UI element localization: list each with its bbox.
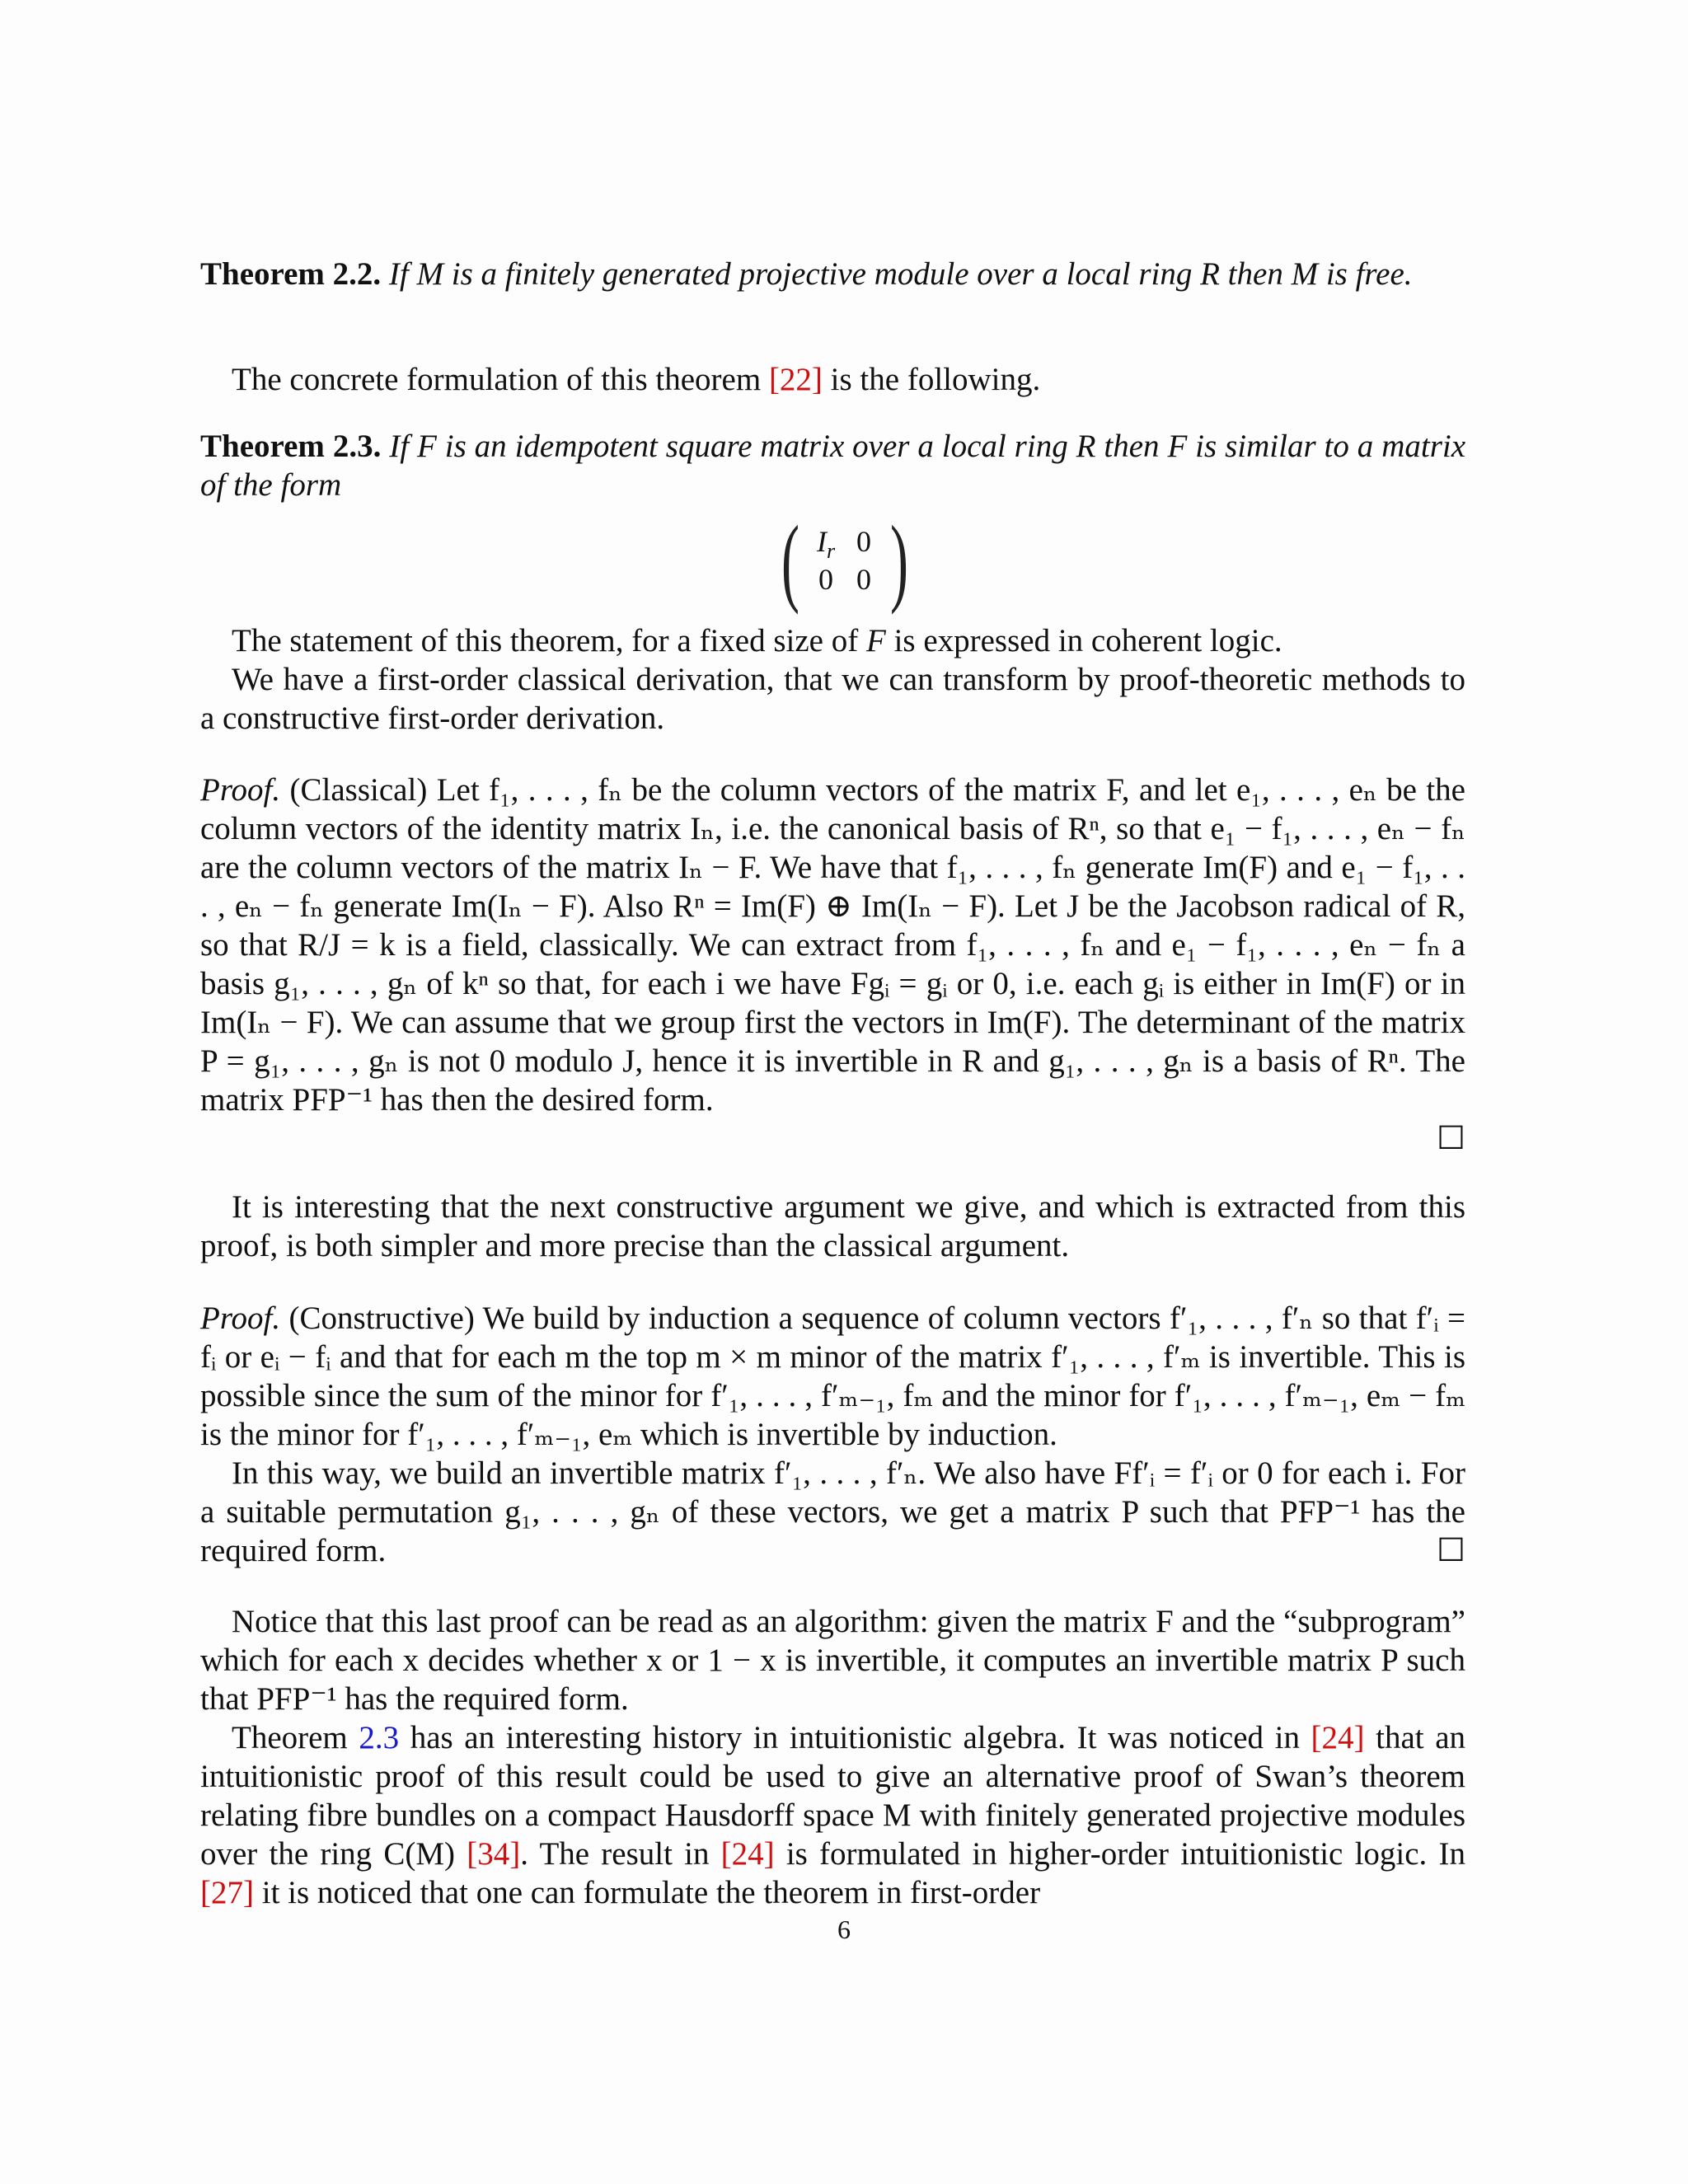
matrix-cell-identity: $I_r$ [816, 525, 836, 564]
theorem-2-3 [200, 427, 1465, 504]
block-matrix [762, 505, 927, 615]
left-paren: ( [781, 505, 800, 615]
proof-body: (Constructive) We build by induction a sequence of column vectors f′₁, . . . , f′ₙ so that f′ᵢ = fᵢ or eᵢ − fᵢ and that for each m the top m × m minor of the matrix f′₁, . . . , f′ₘ is invertible. This is possible since the sum of the minor for f′₁, . . . , f′ₘ₋₁, fₘ and the minor for f′₁, . . . , f′ₘ₋₁, eₘ − fₘ is the minor for f′₁, . . . , f′ₘ₋₁, eₘ which is invertible by induction. [200, 1301, 1465, 1452]
matrix-cell: 0 [818, 563, 833, 596]
proof-constructive [200, 1299, 1465, 1454]
citation-link[interactable]: [24] [720, 1836, 775, 1872]
theorem-label: Theorem 2.2. [200, 256, 382, 292]
statement-paragraph: We have a first-order classical derivation, that we can transform by proof-theoretic methods to a constructive first-order derivation. [200, 662, 1465, 736]
proof-body: (Classical) Let f₁, . . . , fₙ be the column vectors of the matrix F, and let e₁, . . . , eₙ be the column vectors of the identity matrix Iₙ, i.e. the canonical basis of Rⁿ, so that e₁ − f₁, . . . , eₙ − fₙ are the column vectors of the matrix Iₙ − F. We have that f₁, . . . , fₙ generate Im(F) and e₁ − f₁, . . . , eₙ − fₙ generate Im(Iₙ − F). Also Rⁿ = Im(F) ⊕ Im(Iₙ − F). Let J be the Jacobson radical of R, so that R/J = k is a field, classically. We can extract from f₁, . . . , fₙ and e₁ − f₁, . . . , eₙ − fₙ a basis g₁, . . . , gₙ of kⁿ so that, for each i we have Fgᵢ = gᵢ or 0, i.e. each gᵢ is either in Im(F) or in Im(Iₙ − F). We can assume that we group first the vectors in Im(F). The determinant of the matrix P = g₁, . . . , gₙ is not 0 modulo J, hence it is invertible in R and g₁, . . . , gₙ is a basis of Rⁿ. The matrix PFP⁻¹ has then the desired form. [200, 772, 1465, 1118]
interlude-paragraph: It is interesting that the next constructive argument we give, and which is extracted from this proof, is both simpler and more precise than the classical argument. [200, 1189, 1465, 1263]
citation-link[interactable]: [24] [1311, 1720, 1365, 1755]
qed-symbol: ☐ [1437, 1121, 1465, 1156]
theorem-body: If M is a finitely generated projective module over a local ring R then M is free. [388, 256, 1413, 292]
qed-symbol: ☐ [1437, 1533, 1465, 1568]
proof-classical [200, 771, 1465, 1158]
proof-constructive-cont: In this way, we build an invertible matrix f′₁, . . . , f′ₙ. We also have Ff′ᵢ = f′ᵢ or 0 for each i. For a suitable permutation g₁, . . . , gₙ of these vectors, we get a matrix P such that PFP⁻¹ has the required form. ☐ [200, 1455, 1465, 1568]
statement-line: The statement of this theorem, for a fixed size of F is expressed in coherent logic. [232, 623, 1282, 658]
citation-link[interactable]: [22] [768, 362, 823, 397]
notice-paragraph: Notice that this last proof can be read as an algorithm: given the matrix F and the “subprogram” which for each x decides whether x or 1 − x is invertible, it computes an invertible matrix P such that PFP⁻¹ has the required form. [200, 1604, 1465, 1717]
proof-label: Proof. [200, 772, 281, 808]
intro-paragraph: The concrete formulation of this theorem [22] is the following. [232, 362, 1041, 397]
matrix-cell: 0 [856, 563, 871, 596]
proof-label: Proof. [200, 1301, 281, 1336]
page-number: 6 [837, 1915, 851, 1944]
theorem-label: Theorem 2.3. [200, 429, 382, 464]
citation-link[interactable]: [27] [200, 1875, 254, 1910]
theorem-body: If F is an idempotent square matrix over a local ring R then F is similar to a matrix of the form [200, 429, 1466, 503]
citation-link[interactable]: [34] [467, 1836, 521, 1872]
history-paragraph: Theorem 2.3 has an interesting history in intuitionistic algebra. It was noticed in [24] that an intuitionistic proof of this result could be used to give an alternative proof of Swan’s theorem relating fibre bundles on a compact Hausdorff space M with finitely generated projective modules over the ring C(M) [34]. The result in [24] is formulated in higher-order intuitionistic logic. In [27] it is noticed that one can formulate the theorem in first-order [200, 1720, 1465, 1910]
theorem-xref-link[interactable]: 2.3 [359, 1720, 400, 1755]
theorem-2-2 [200, 255, 1465, 293]
matrix-cells [807, 523, 883, 598]
right-paren: ) [889, 505, 908, 615]
matrix-cell: 0 [856, 525, 871, 558]
